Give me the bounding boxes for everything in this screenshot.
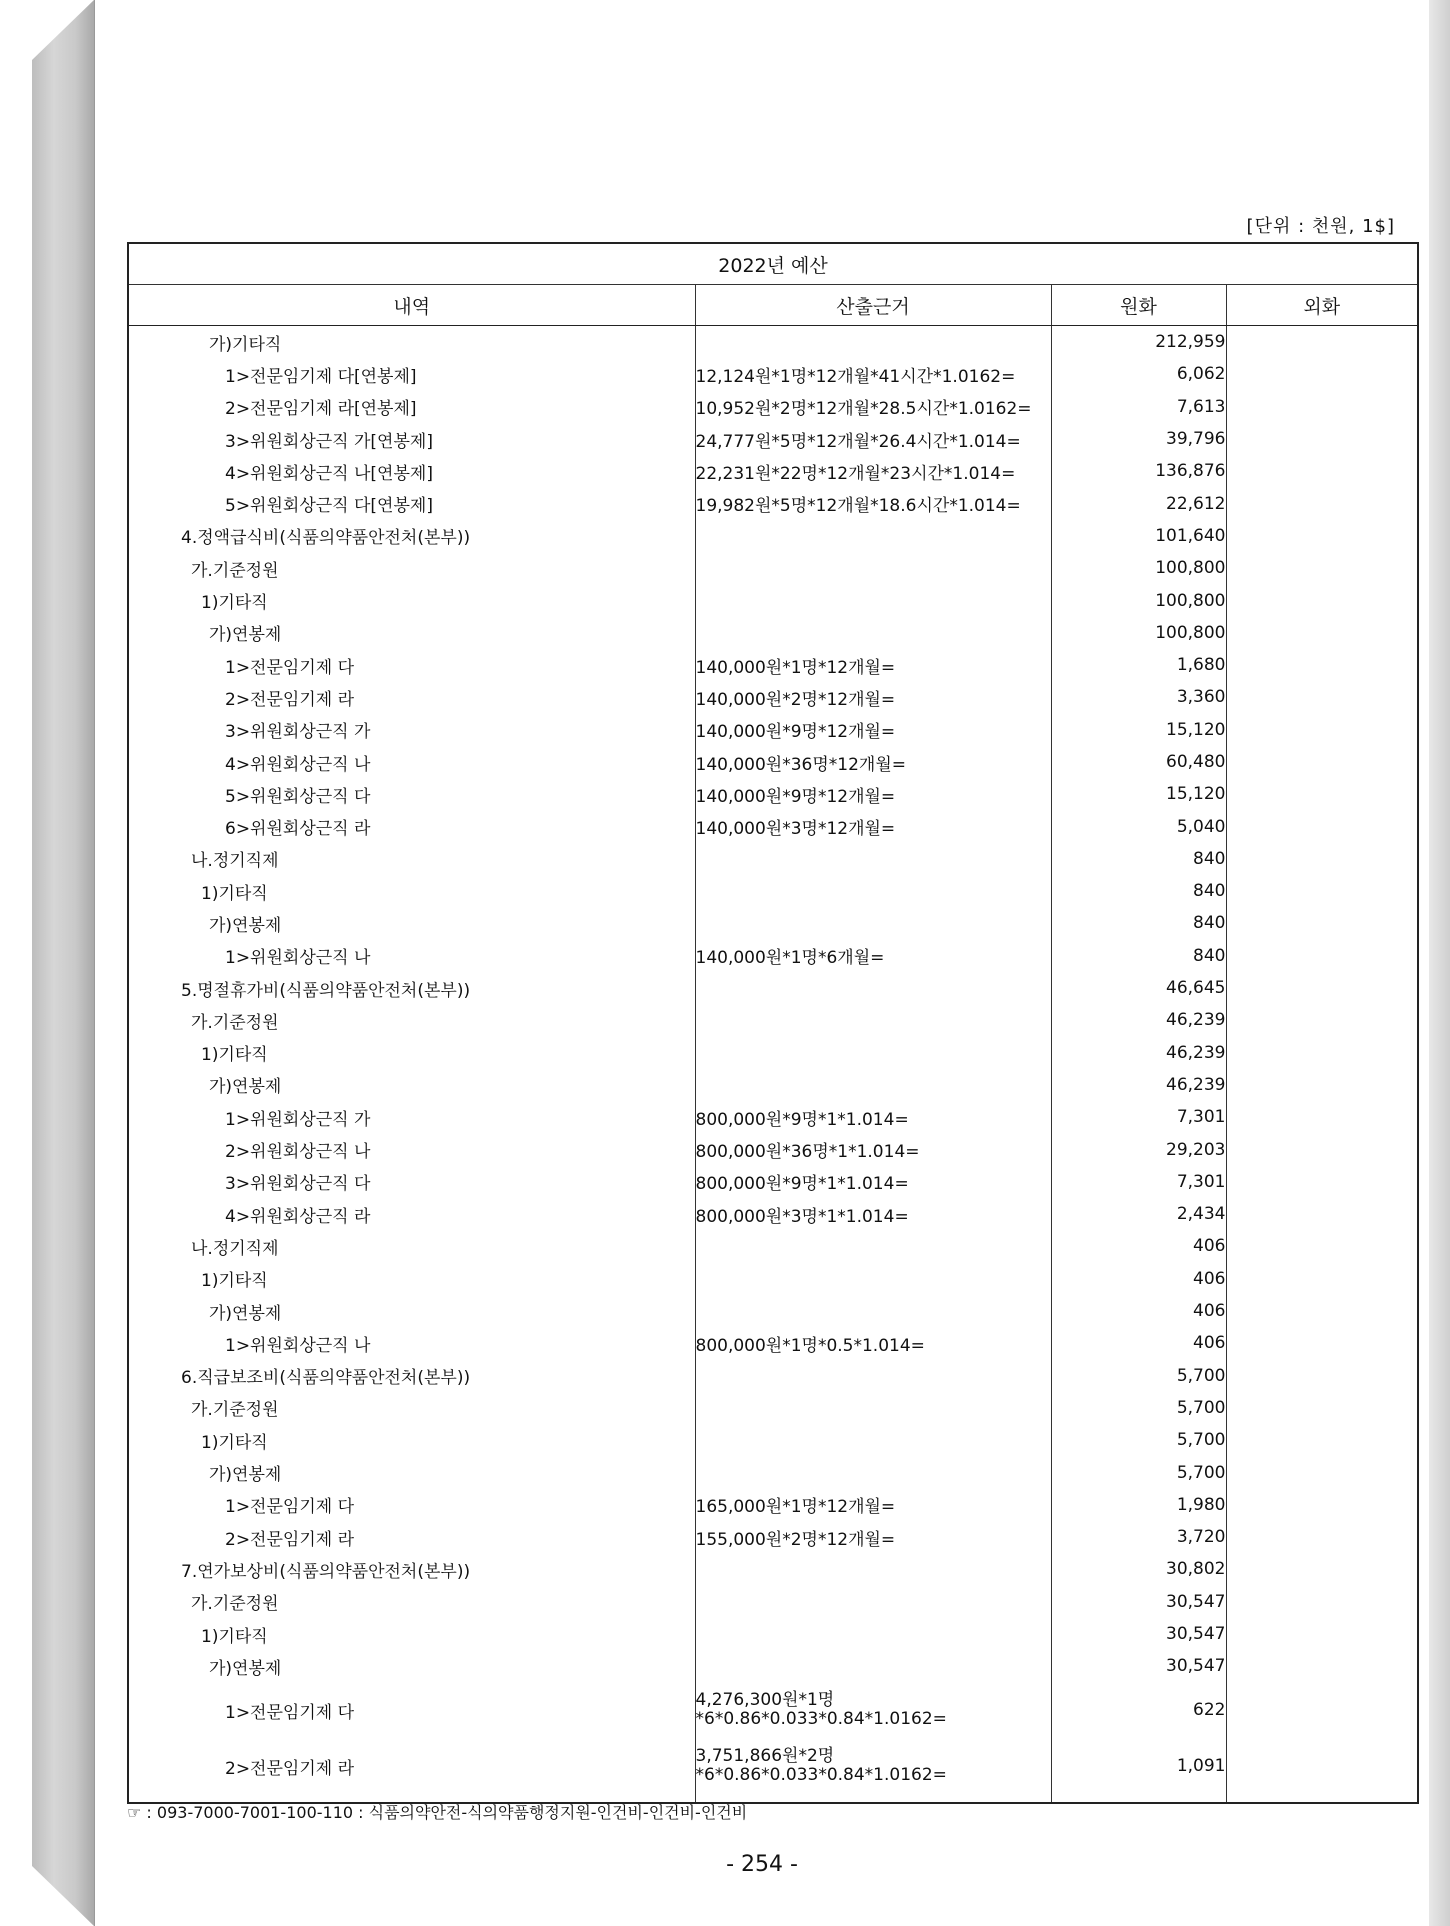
table-row: [128, 940, 1418, 972]
row-item-name: 1)기타직: [128, 875, 695, 907]
table-row: [128, 778, 1418, 810]
row-item-name: 2>전문임기제 라: [128, 1521, 695, 1553]
row-krw-amount: 1,980: [1051, 1489, 1226, 1521]
row-item-name: 가.기준정원: [128, 1586, 695, 1618]
row-krw-amount: 100,800: [1051, 617, 1226, 649]
table-row: [128, 552, 1418, 584]
table-row: [128, 1586, 1418, 1618]
row-item-name: 3>위원회상근직 다: [128, 1166, 695, 1198]
row-foreign-amount: [1226, 1198, 1418, 1230]
budget-title-row: [128, 243, 1418, 285]
budget-code-footer: ☞ : 093-7000-7001-100-110 : 식품의약안전-식의약품행정지원-인건비-인건비-인건비: [127, 1803, 748, 1822]
row-calculation-basis: [695, 326, 1051, 359]
row-foreign-amount: [1226, 617, 1418, 649]
row-foreign-amount: [1226, 1489, 1418, 1521]
row-calculation-basis: 800,000원*3명*1*1.014=: [695, 1198, 1051, 1230]
row-foreign-amount: [1226, 1553, 1418, 1585]
row-foreign-amount: [1226, 1295, 1418, 1327]
row-foreign-amount: [1226, 1230, 1418, 1262]
row-item-name: 1>전문임기제 다: [128, 1489, 695, 1521]
table-row: [128, 1166, 1418, 1198]
row-calculation-basis: 4,276,300원*1명*6*0.86*0.033*0.84*1.0162=: [695, 1682, 1051, 1738]
row-item-name: 가)연봉제: [128, 617, 695, 649]
row-item-name: 2>전문임기제 라: [128, 681, 695, 713]
row-item-name: 1)기타직: [128, 1263, 695, 1295]
row-krw-amount: 1,680: [1051, 649, 1226, 681]
row-item-name: 1>위원회상근직 나: [128, 1327, 695, 1359]
row-foreign-amount: [1226, 1263, 1418, 1295]
row-calculation-basis: [695, 617, 1051, 649]
row-foreign-amount: [1226, 1166, 1418, 1198]
row-foreign-amount: [1226, 778, 1418, 810]
row-calculation-basis: [695, 875, 1051, 907]
table-row: [128, 972, 1418, 1004]
row-foreign-amount: [1226, 1004, 1418, 1036]
row-krw-amount: 5,700: [1051, 1392, 1226, 1424]
row-item-name: 5>위원회상근직 다: [128, 778, 695, 810]
row-calculation-basis: 10,952원*2명*12개월*28.5시간*1.0162=: [695, 391, 1051, 423]
row-calculation-basis: [695, 1456, 1051, 1488]
row-foreign-amount: [1226, 1456, 1418, 1488]
row-calculation-basis: [695, 1618, 1051, 1650]
row-foreign-amount: [1226, 552, 1418, 584]
row-krw-amount: 406: [1051, 1263, 1226, 1295]
table-row: [128, 455, 1418, 487]
table-row: [128, 391, 1418, 423]
row-foreign-amount: [1226, 1360, 1418, 1392]
row-foreign-amount: [1226, 1069, 1418, 1101]
row-item-name: 1>위원회상근직 나: [128, 940, 695, 972]
table-row: [128, 1618, 1418, 1650]
row-krw-amount: 15,120: [1051, 714, 1226, 746]
row-item-name: 가.기준정원: [128, 552, 695, 584]
row-foreign-amount: [1226, 326, 1418, 359]
row-item-name: 가.기준정원: [128, 1004, 695, 1036]
row-calculation-basis: [695, 1037, 1051, 1069]
row-item-name: 2>전문임기제 라[연봉제]: [128, 391, 695, 423]
header-krw: 원화: [1051, 285, 1226, 326]
row-krw-amount: 29,203: [1051, 1133, 1226, 1165]
table-row: [128, 1738, 1418, 1803]
row-krw-amount: 622: [1051, 1682, 1226, 1738]
row-krw-amount: 3,360: [1051, 681, 1226, 713]
row-foreign-amount: [1226, 810, 1418, 842]
row-item-name: 1>위원회상근직 가: [128, 1101, 695, 1133]
row-krw-amount: 5,700: [1051, 1456, 1226, 1488]
row-item-name: 1>전문임기제 다: [128, 1682, 695, 1738]
table-row: [128, 487, 1418, 519]
row-calculation-basis: [695, 1230, 1051, 1262]
row-calculation-basis: [695, 1263, 1051, 1295]
table-row: [128, 1069, 1418, 1101]
row-item-name: 가)연봉제: [128, 907, 695, 939]
row-item-name: 4>위원회상근직 라: [128, 1198, 695, 1230]
row-krw-amount: 840: [1051, 907, 1226, 939]
row-krw-amount: 2,434: [1051, 1198, 1226, 1230]
table-row: [128, 1133, 1418, 1165]
row-item-name: 가)연봉제: [128, 1650, 695, 1682]
row-foreign-amount: [1226, 520, 1418, 552]
row-calculation-basis: 155,000원*2명*12개월=: [695, 1521, 1051, 1553]
row-item-name: 가)기타직: [128, 326, 695, 359]
table-row: [128, 617, 1418, 649]
row-calculation-basis: [695, 843, 1051, 875]
table-row: [128, 1004, 1418, 1036]
row-calculation-basis: [695, 520, 1051, 552]
row-calculation-basis: [695, 1650, 1051, 1682]
row-krw-amount: 100,800: [1051, 584, 1226, 616]
row-calculation-basis: [695, 1069, 1051, 1101]
table-row: [128, 1521, 1418, 1553]
row-calculation-basis: [695, 1392, 1051, 1424]
row-foreign-amount: [1226, 455, 1418, 487]
row-item-name: 1)기타직: [128, 584, 695, 616]
table-row: [128, 681, 1418, 713]
row-krw-amount: 22,612: [1051, 487, 1226, 519]
row-calculation-basis: 140,000원*9명*12개월=: [695, 778, 1051, 810]
table-row: [128, 1360, 1418, 1392]
table-row: [128, 1327, 1418, 1359]
row-calculation-basis: 140,000원*9명*12개월=: [695, 714, 1051, 746]
row-item-name: 4>위원회상근직 나: [128, 746, 695, 778]
row-item-name: 4>위원회상근직 나[연봉제]: [128, 455, 695, 487]
row-krw-amount: 46,239: [1051, 1069, 1226, 1101]
table-row: [128, 423, 1418, 455]
row-calculation-basis: 3,751,866원*2명*6*0.86*0.033*0.84*1.0162=: [695, 1738, 1051, 1803]
row-foreign-amount: [1226, 1586, 1418, 1618]
table-row: [128, 843, 1418, 875]
row-item-name: 5>위원회상근직 다[연봉제]: [128, 487, 695, 519]
row-calculation-basis: 800,000원*9명*1*1.014=: [695, 1166, 1051, 1198]
row-calculation-basis: 165,000원*1명*12개월=: [695, 1489, 1051, 1521]
row-calculation-basis: [695, 1004, 1051, 1036]
row-krw-amount: 840: [1051, 875, 1226, 907]
row-krw-amount: 212,959: [1051, 326, 1226, 359]
row-foreign-amount: [1226, 1650, 1418, 1682]
row-foreign-amount: [1226, 972, 1418, 1004]
row-krw-amount: 30,802: [1051, 1553, 1226, 1585]
row-calculation-basis: [695, 1295, 1051, 1327]
table-row: [128, 1489, 1418, 1521]
budget-title: 2022년 예산: [128, 243, 1418, 285]
row-foreign-amount: [1226, 1327, 1418, 1359]
row-krw-amount: 6,062: [1051, 358, 1226, 390]
row-item-name: 가)연봉제: [128, 1069, 695, 1101]
row-calculation-basis: 140,000원*1명*12개월=: [695, 649, 1051, 681]
header-name: 내역: [128, 285, 695, 326]
row-item-name: 6.직급보조비(식품의약품안전처(본부)): [128, 1360, 695, 1392]
row-krw-amount: 7,613: [1051, 391, 1226, 423]
row-calculation-basis: 24,777원*5명*12개월*26.4시간*1.014=: [695, 423, 1051, 455]
row-foreign-amount: [1226, 1618, 1418, 1650]
row-krw-amount: 3,720: [1051, 1521, 1226, 1553]
row-krw-amount: 30,547: [1051, 1618, 1226, 1650]
row-foreign-amount: [1226, 681, 1418, 713]
page-edge-right: [1428, 0, 1450, 1926]
table-row: [128, 1037, 1418, 1069]
table-row: [128, 1553, 1418, 1585]
row-foreign-amount: [1226, 875, 1418, 907]
row-krw-amount: 100,800: [1051, 552, 1226, 584]
row-calculation-basis: 12,124원*1명*12개월*41시간*1.0162=: [695, 358, 1051, 390]
table-row: [128, 714, 1418, 746]
table-row: [128, 1198, 1418, 1230]
row-item-name: 4.정액급식비(식품의약품안전처(본부)): [128, 520, 695, 552]
table-row: [128, 1456, 1418, 1488]
page-number: - 254 -: [726, 1852, 798, 1877]
row-foreign-amount: [1226, 358, 1418, 390]
row-krw-amount: 30,547: [1051, 1650, 1226, 1682]
table-row: [128, 1230, 1418, 1262]
row-item-name: 1>전문임기제 다[연봉제]: [128, 358, 695, 390]
table-row: [128, 649, 1418, 681]
row-item-name: 가)연봉제: [128, 1456, 695, 1488]
row-foreign-amount: [1226, 843, 1418, 875]
unit-label: [단위 : 천원, 1$]: [1246, 216, 1395, 237]
row-item-name: 1>전문임기제 다: [128, 649, 695, 681]
row-krw-amount: 46,239: [1051, 1004, 1226, 1036]
row-krw-amount: 46,645: [1051, 972, 1226, 1004]
table-row: [128, 746, 1418, 778]
document-page: [94, 0, 1429, 1926]
row-calculation-basis: 140,000원*36명*12개월=: [695, 746, 1051, 778]
row-foreign-amount: [1226, 1521, 1418, 1553]
row-item-name: 6>위원회상근직 라: [128, 810, 695, 842]
header-basis: 산출근거: [695, 285, 1051, 326]
table-row: [128, 584, 1418, 616]
row-krw-amount: 406: [1051, 1295, 1226, 1327]
row-krw-amount: 15,120: [1051, 778, 1226, 810]
row-calculation-basis: 800,000원*1명*0.5*1.014=: [695, 1327, 1051, 1359]
row-item-name: 2>위원회상근직 나: [128, 1133, 695, 1165]
table-row: [128, 358, 1418, 390]
row-krw-amount: 5,040: [1051, 810, 1226, 842]
row-krw-amount: 840: [1051, 940, 1226, 972]
row-foreign-amount: [1226, 1133, 1418, 1165]
table-row: [128, 1295, 1418, 1327]
budget-table: [127, 242, 1419, 1804]
row-krw-amount: 39,796: [1051, 423, 1226, 455]
page-edge-left: [32, 0, 94, 1926]
row-krw-amount: 30,547: [1051, 1586, 1226, 1618]
table-row: [128, 1650, 1418, 1682]
row-foreign-amount: [1226, 1738, 1418, 1803]
row-foreign-amount: [1226, 1682, 1418, 1738]
row-item-name: 1)기타직: [128, 1424, 695, 1456]
row-foreign-amount: [1226, 746, 1418, 778]
header-foreign: 외화: [1226, 285, 1418, 326]
row-krw-amount: 46,239: [1051, 1037, 1226, 1069]
row-krw-amount: 406: [1051, 1327, 1226, 1359]
row-item-name: 가)연봉제: [128, 1295, 695, 1327]
row-krw-amount: 7,301: [1051, 1101, 1226, 1133]
row-calculation-basis: 140,000원*1명*6개월=: [695, 940, 1051, 972]
row-foreign-amount: [1226, 907, 1418, 939]
row-item-name: 나.정기직제: [128, 843, 695, 875]
row-item-name: 2>전문임기제 라: [128, 1738, 695, 1803]
row-calculation-basis: 140,000원*2명*12개월=: [695, 681, 1051, 713]
row-foreign-amount: [1226, 714, 1418, 746]
row-calculation-basis: 140,000원*3명*12개월=: [695, 810, 1051, 842]
table-row: [128, 1682, 1418, 1738]
row-calculation-basis: [695, 584, 1051, 616]
row-item-name: 1)기타직: [128, 1037, 695, 1069]
row-calculation-basis: [695, 1424, 1051, 1456]
row-krw-amount: 136,876: [1051, 455, 1226, 487]
row-foreign-amount: [1226, 391, 1418, 423]
row-calculation-basis: [695, 1360, 1051, 1392]
table-row: [128, 1424, 1418, 1456]
row-foreign-amount: [1226, 584, 1418, 616]
row-item-name: 1)기타직: [128, 1618, 695, 1650]
row-foreign-amount: [1226, 1392, 1418, 1424]
row-foreign-amount: [1226, 649, 1418, 681]
row-foreign-amount: [1226, 940, 1418, 972]
row-item-name: 5.명절휴가비(식품의약품안전처(본부)): [128, 972, 695, 1004]
row-krw-amount: 101,640: [1051, 520, 1226, 552]
table-row: [128, 326, 1418, 359]
table-body: [128, 326, 1418, 1804]
row-calculation-basis: 800,000원*9명*1*1.014=: [695, 1101, 1051, 1133]
row-krw-amount: 406: [1051, 1230, 1226, 1262]
row-krw-amount: 5,700: [1051, 1360, 1226, 1392]
row-foreign-amount: [1226, 487, 1418, 519]
row-item-name: 3>위원회상근직 가[연봉제]: [128, 423, 695, 455]
row-calculation-basis: [695, 972, 1051, 1004]
row-calculation-basis: 19,982원*5명*12개월*18.6시간*1.014=: [695, 487, 1051, 519]
row-item-name: 3>위원회상근직 가: [128, 714, 695, 746]
row-calculation-basis: [695, 1586, 1051, 1618]
row-krw-amount: 5,700: [1051, 1424, 1226, 1456]
row-calculation-basis: [695, 1553, 1051, 1585]
row-krw-amount: 840: [1051, 843, 1226, 875]
row-item-name: 나.정기직제: [128, 1230, 695, 1262]
row-foreign-amount: [1226, 1037, 1418, 1069]
row-item-name: 가.기준정원: [128, 1392, 695, 1424]
table-row: [128, 875, 1418, 907]
row-item-name: 7.연가보상비(식품의약품안전처(본부)): [128, 1553, 695, 1585]
table-row: [128, 1392, 1418, 1424]
header-row: [128, 285, 1418, 326]
row-krw-amount: 1,091: [1051, 1738, 1226, 1803]
row-krw-amount: 60,480: [1051, 746, 1226, 778]
table-row: [128, 1263, 1418, 1295]
row-calculation-basis: [695, 552, 1051, 584]
row-calculation-basis: [695, 907, 1051, 939]
table-row: [128, 520, 1418, 552]
row-calculation-basis: 800,000원*36명*1*1.014=: [695, 1133, 1051, 1165]
row-foreign-amount: [1226, 423, 1418, 455]
row-krw-amount: 7,301: [1051, 1166, 1226, 1198]
row-foreign-amount: [1226, 1424, 1418, 1456]
table-row: [128, 907, 1418, 939]
table-row: [128, 810, 1418, 842]
row-calculation-basis: 22,231원*22명*12개월*23시간*1.014=: [695, 455, 1051, 487]
table-row: [128, 1101, 1418, 1133]
row-foreign-amount: [1226, 1101, 1418, 1133]
